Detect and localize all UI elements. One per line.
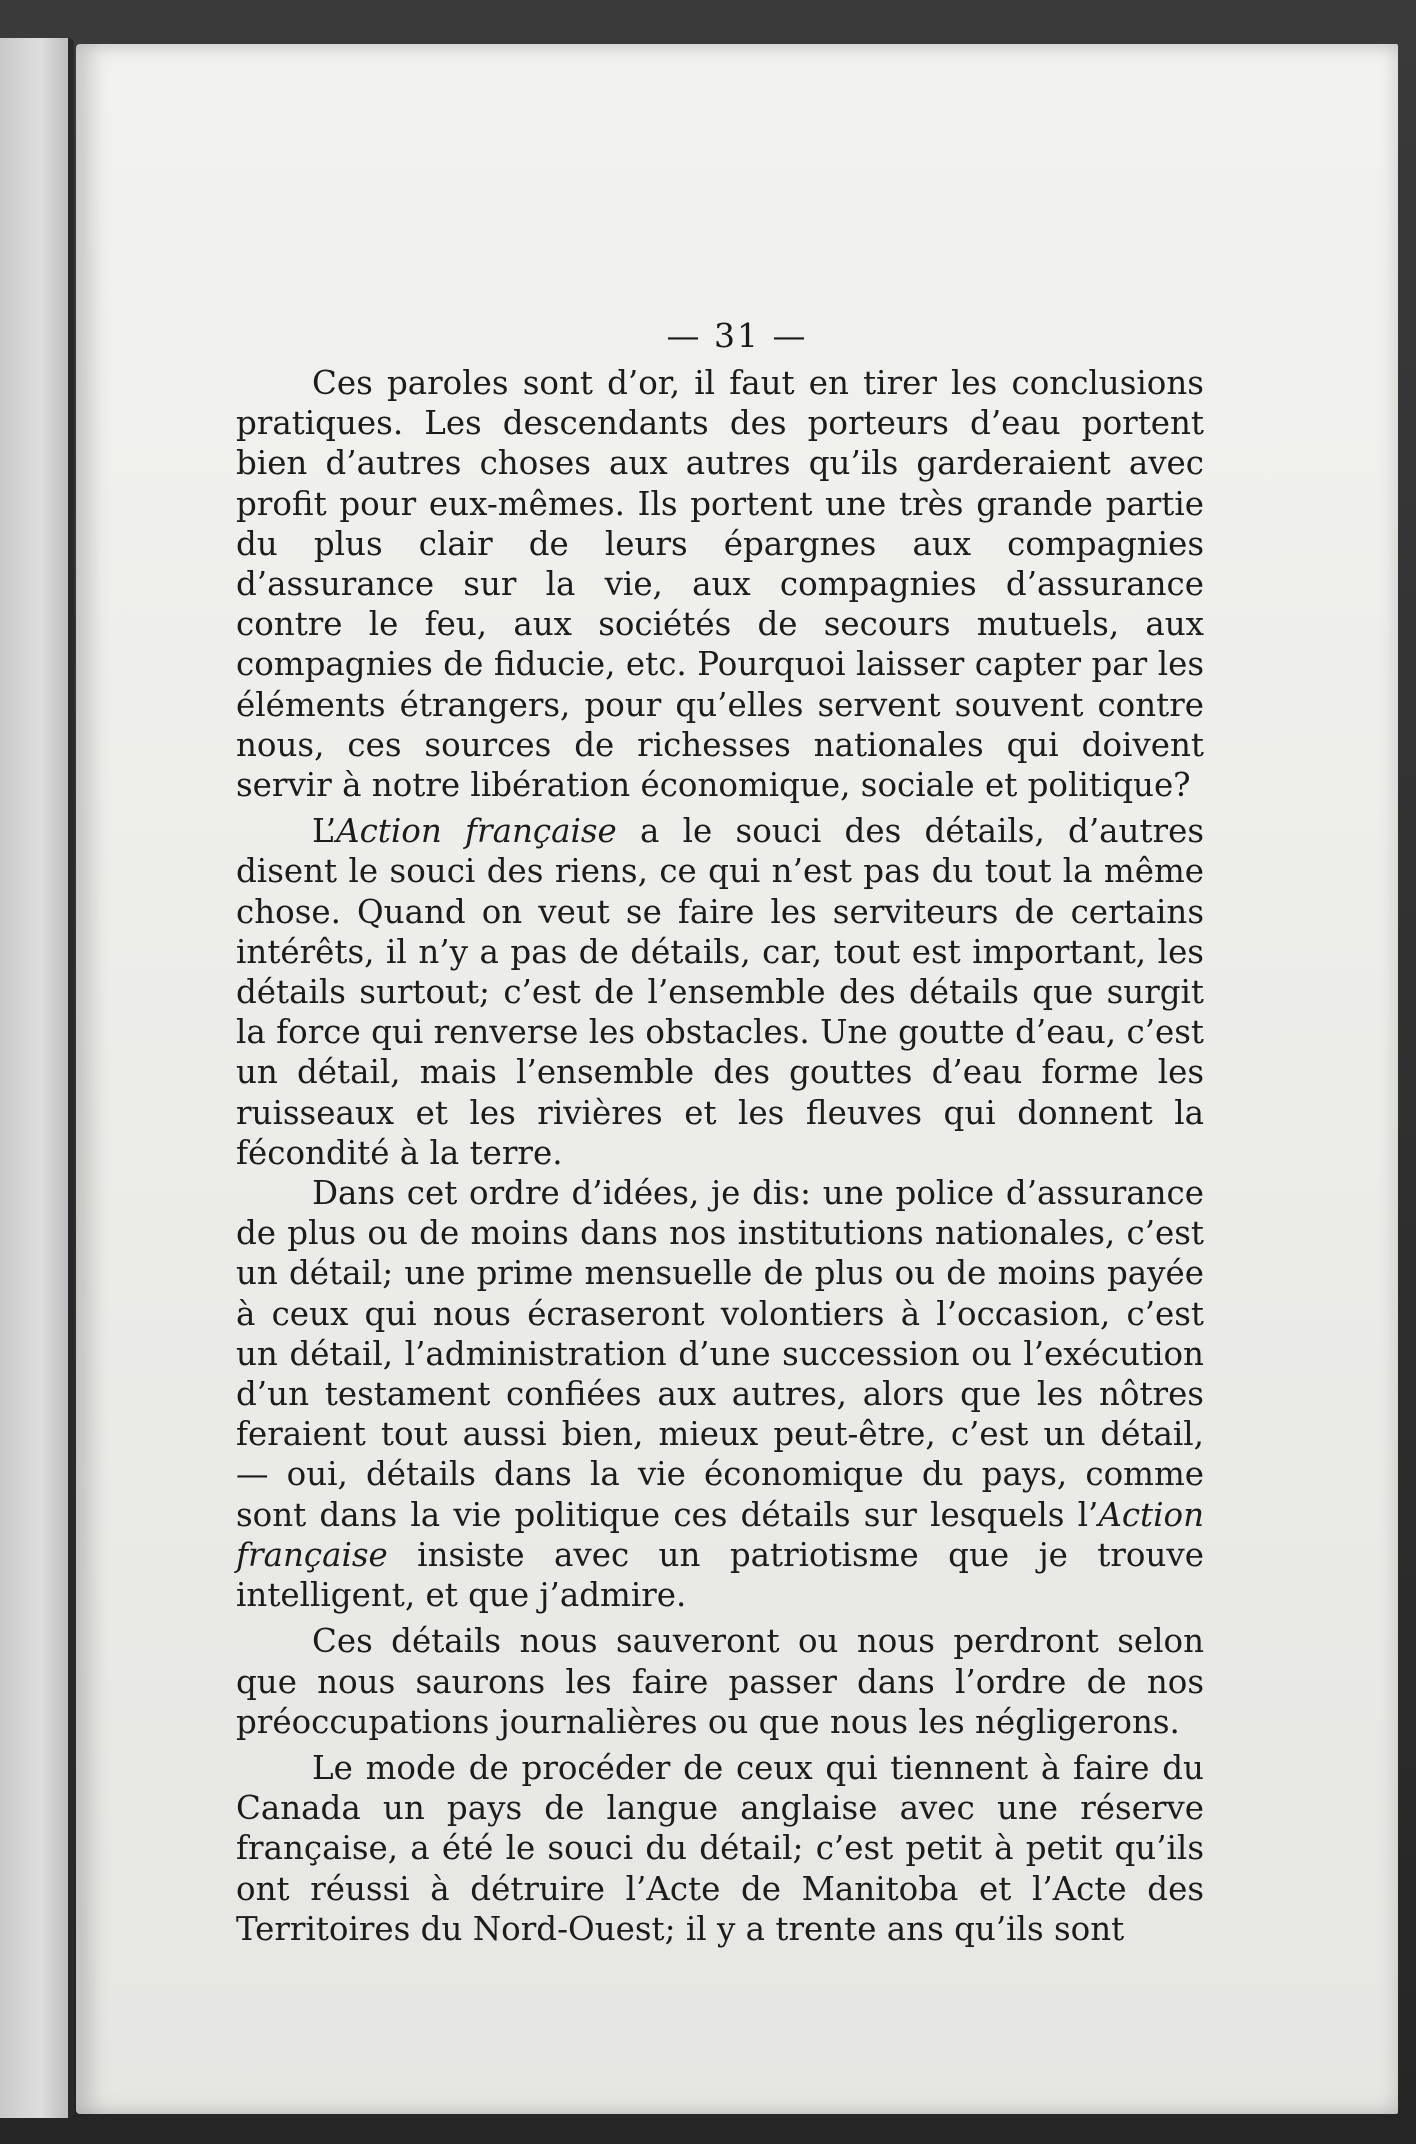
previous-page-edge — [0, 38, 74, 2118]
paragraph-1 — [236, 363, 1204, 805]
paragraph-3-text-before: Dans cet ordre d’idées, je dis: une police d’assurance de plus ou de moins dans nos institutions nationales, c’est un détail; une prime mensuelle de plus ou de moins payée à ceux qui nous écraseront volontiers à l’occasion, c’est un détail, l’administration d’une succession ou l’exécution d’un testament confiées aux autres, alors que les nôtres feraient tout aussi bien, mieux peut-être, c’est un détail, — oui, détails dans la vie économique du pays, comme sont dans la vie politique ces détails sur lesquels l’ — [236, 1174, 1204, 1534]
paragraph-2-prefix: L’ — [312, 812, 337, 851]
body-text — [236, 363, 1204, 1949]
paragraph-1-text: Ces paroles sont d’or, il faut en tirer les conclusions pratiques. Les descendants des porteurs d’eau portent bien d’autres choses aux autres qu’ils garderaient avec profit pour eux-mêmes. Ils portent une très grande partie du plus clair de leurs épargnes aux compagnies d’assurance sur la vie, aux compagnies d’assurance contre le feu, aux sociétés de secours mutuels, aux compagnies de fiducie, etc. Pourquoi laisser capter par les éléments étrangers, pour qu’elles servent souvent contre nous, ces sources de richesses nationales qui doivent servir à notre libération économique, sociale et politique? — [236, 364, 1204, 805]
page-number: — 31 — — [666, 316, 808, 355]
paragraph-2-text: a le souci des détails, d’autres disent le souci des riens, ce qui n’est pas du tout la même chose. Quand on veut se faire les serviteurs de certains intérêts, il n’y a pas de détails, car, tout est important, les détails surtout; c’est de l’ensemble des détails que surgit la force qui renverse les obstacles. Une goutte d’eau, c’est un détail, mais l’ensemble des gouttes d’eau forme les ruisseaux et les rivières et les fleuves qui donnent la fécondité à la terre. — [236, 812, 1204, 1172]
paragraph-5-text: Le mode de procéder de ceux qui tiennent à faire du Canada un pays de langue anglaise avec une réserve française, a été le souci du détail; c’est petit à petit qu’ils ont réussi à détruire l’Acte de Manitoba et l’Acte des Territoires du Nord-Ouest; il y a trente ans qu’ils sont — [236, 1748, 1204, 1948]
paragraph-4 — [236, 1621, 1204, 1742]
paragraph-5 — [236, 1748, 1204, 1949]
paragraph-3-italic-title: Action française — [236, 1495, 1204, 1574]
paragraph-2 — [236, 811, 1204, 1173]
paragraph-2-italic-title: Action française — [336, 812, 617, 851]
paragraph-4-text: Ces détails nous sauveront ou nous perdront selon que nous saurons les faire passer dans l’ordre de nos préoccupations journalières ou que nous les négligerons. — [236, 1622, 1204, 1741]
paragraph-3 — [236, 1173, 1204, 1615]
paragraph-3-text-after: insiste avec un patriotisme que je trouve intelligent, et que j’admire. — [236, 1535, 1204, 1615]
